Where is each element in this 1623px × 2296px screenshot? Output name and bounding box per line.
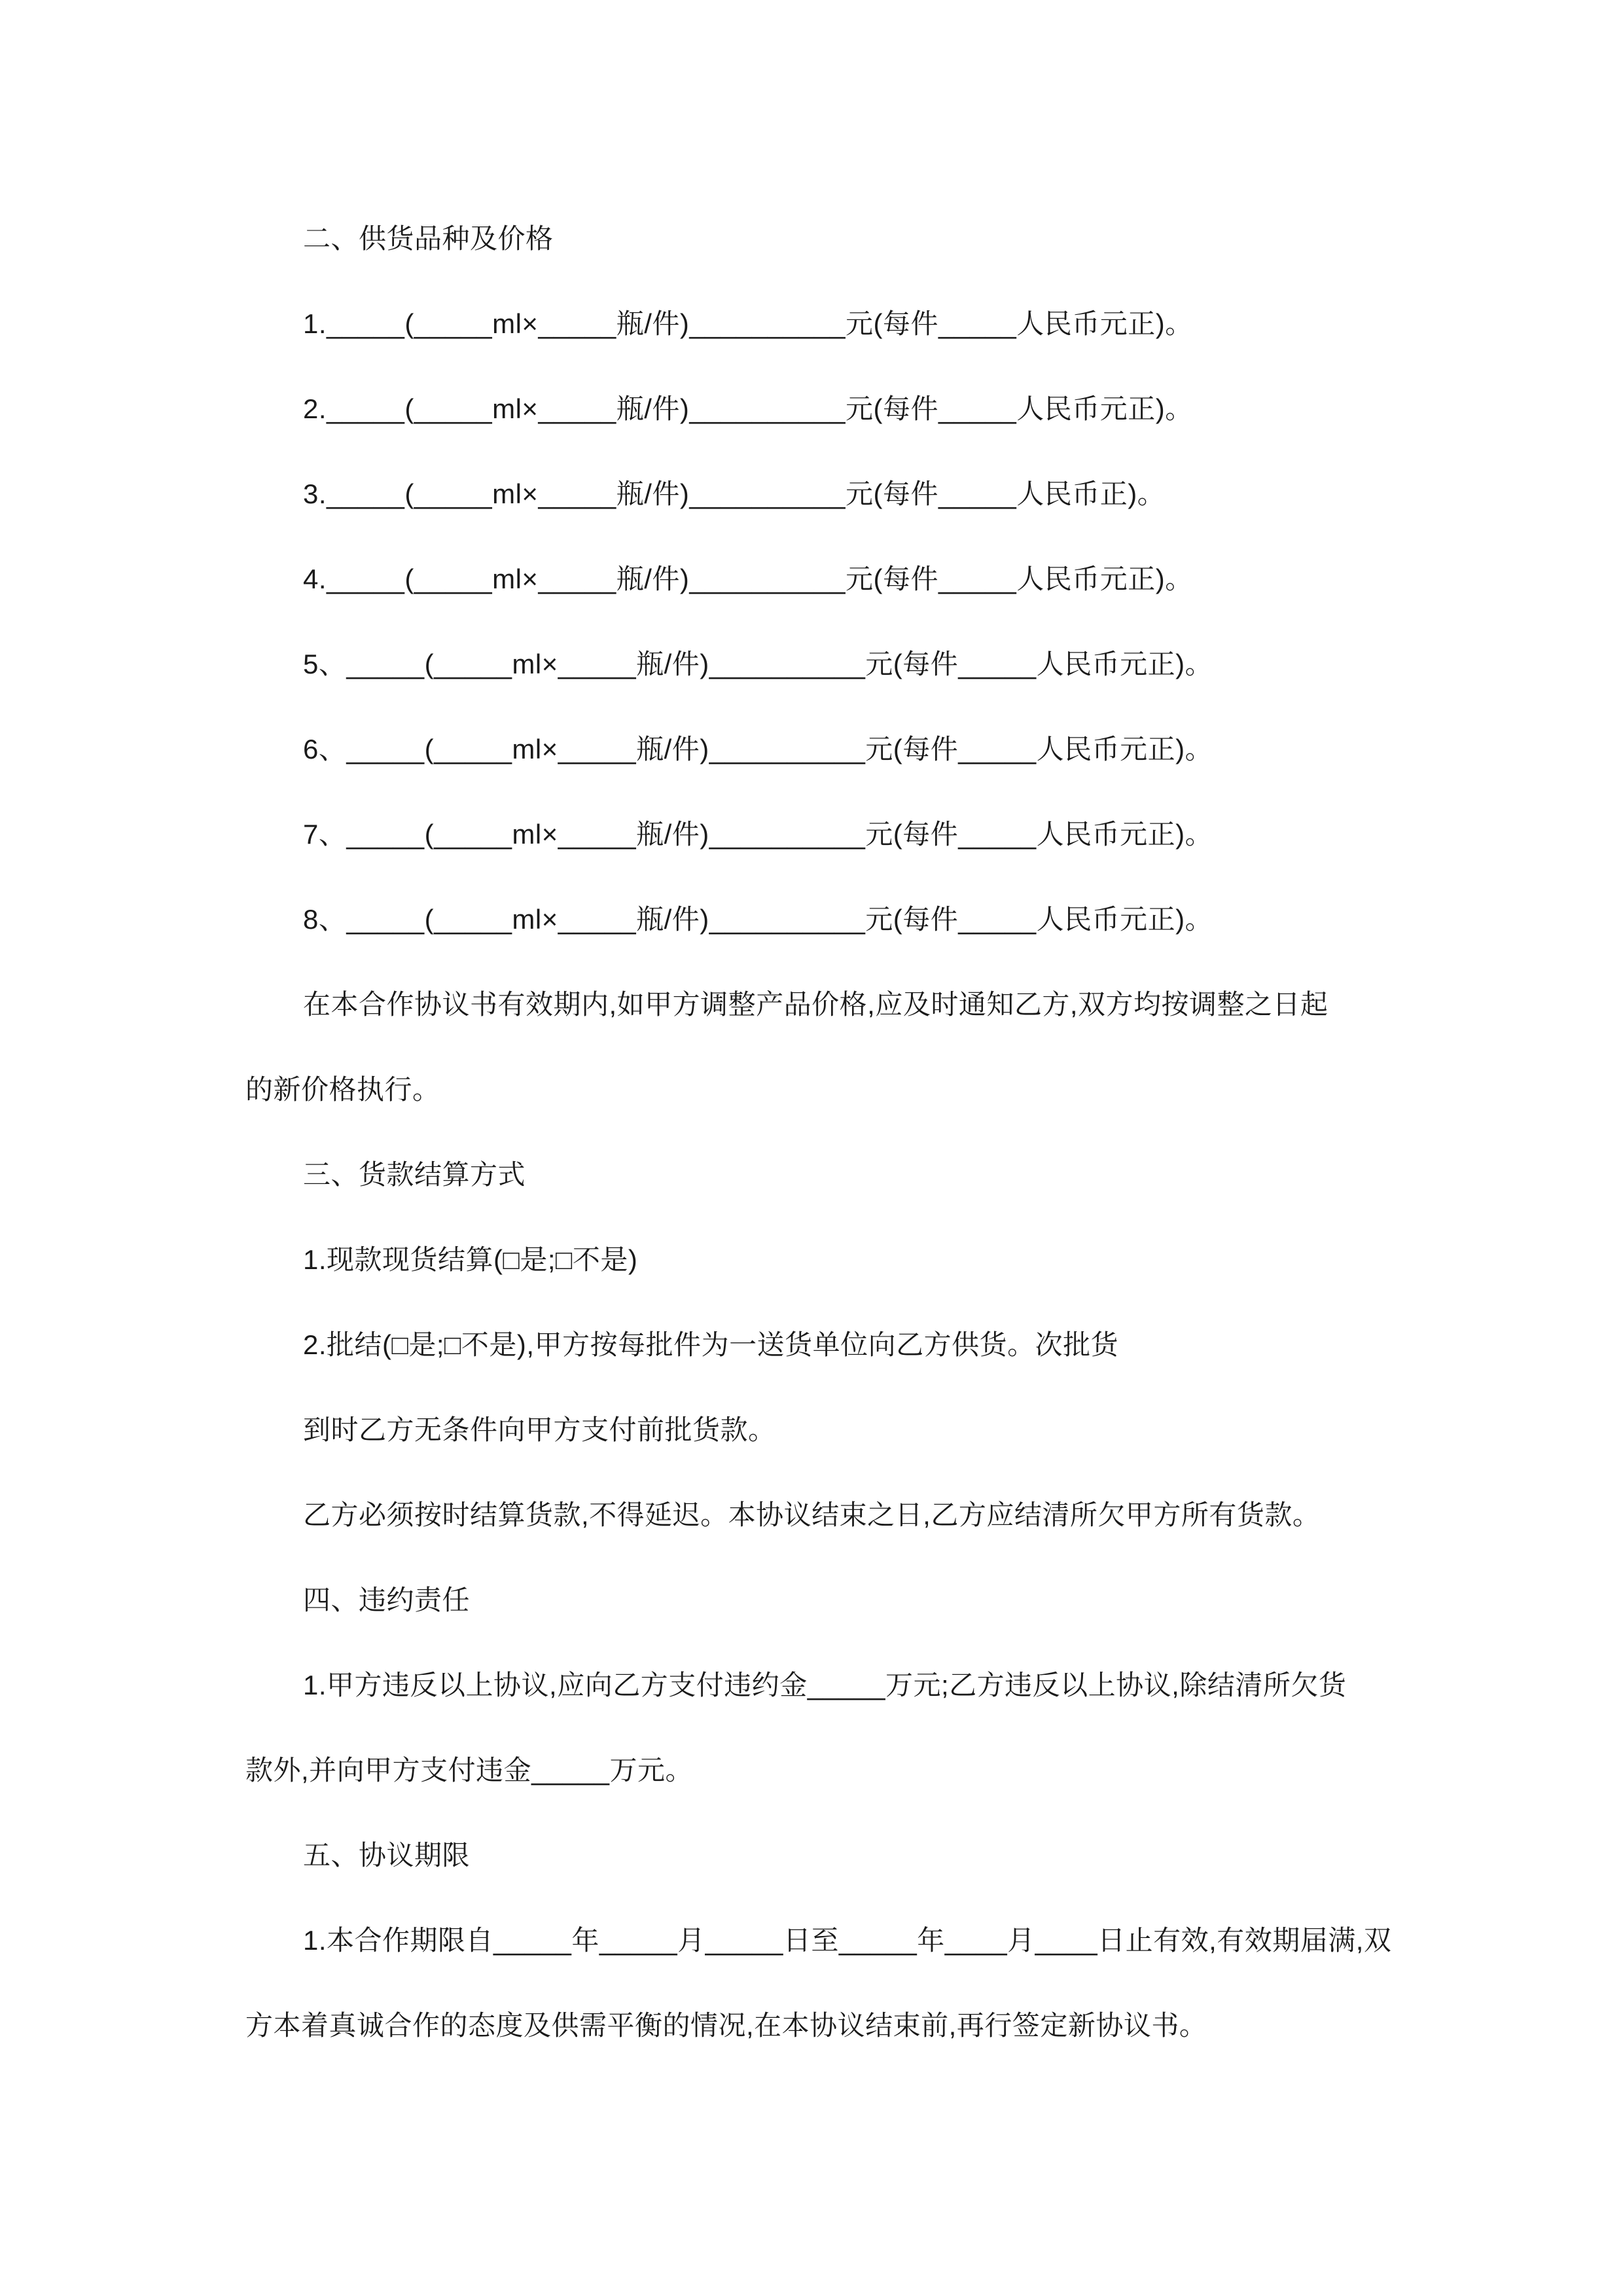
section-supply-heading: 二、供货品种及价格 — [303, 223, 554, 254]
price-adjustment-text-line-1: 在本合作协议书有效期内,如甲方调整产品价格,应及时通知乙方,双方均按调整之日起 — [303, 989, 1329, 1020]
supply-item-3: 3._____(_____ml×_____瓶/件)__________元(每件_____人民币正)。 — [303, 478, 1166, 509]
supply-item-8: 8、_____(_____ml×_____瓶/件)__________元(每件_____人民币元正)。 — [303, 904, 1213, 935]
section-term-heading: 五、协议期限 — [303, 1840, 471, 1871]
settlement-item-2-line-1: 2.批结(□是;□不是),甲方按每批件为一送货单位向乙方供货。次批货 — [303, 1329, 1119, 1360]
settlement-rule-line: 乙方必须按时结算货款,不得延迟。本协议结束之日,乙方应结清所欠甲方所有货款。 — [303, 1499, 1321, 1530]
term-item-1-line-1: 1.本合作期限自_____年_____月_____日至_____年____月____日止有效,有效期届满,双 — [303, 1925, 1392, 1956]
price-adjustment-text-line-2: 的新价格执行。 — [245, 1074, 440, 1105]
section-settlement-heading: 三、货款结算方式 — [303, 1159, 526, 1190]
settlement-item-1: 1.现款现货结算(□是;□不是) — [303, 1244, 638, 1275]
supply-item-2: 2._____(_____ml×_____瓶/件)__________元(每件_____人民币元正)。 — [303, 393, 1193, 424]
contract-document-page — [245, 196, 1407, 2068]
settlement-item-2-line-2: 到时乙方无条件向甲方支付前批货款。 — [303, 1414, 776, 1445]
supply-item-6: 6、_____(_____ml×_____瓶/件)__________元(每件_____人民币元正)。 — [303, 734, 1213, 764]
section-breach-heading: 四、违约责任 — [303, 1585, 471, 1615]
breach-item-1-line-2: 款外,并向甲方支付违金_____万元。 — [245, 1755, 693, 1785]
breach-item-1-line-1: 1.甲方违反以上协议,应向乙方支付违约金_____万元;乙方违反以上协议,除结清所欠货 — [303, 1670, 1347, 1700]
supply-item-4: 4._____(_____ml×_____瓶/件)__________元(每件_____人民币元正)。 — [303, 564, 1193, 594]
supply-item-1: 1._____(_____ml×_____瓶/件)__________元(每件_____人民币元正)。 — [303, 308, 1193, 339]
term-item-1-line-2: 方本着真诚合作的态度及供需平衡的情况,在本协议结束前,再行签定新协议书。 — [245, 2010, 1207, 2041]
supply-item-5: 5、_____(_____ml×_____瓶/件)__________元(每件_____人民币元正)。 — [303, 649, 1213, 679]
supply-item-7: 7、_____(_____ml×_____瓶/件)__________元(每件_____人民币元正)。 — [303, 819, 1213, 850]
